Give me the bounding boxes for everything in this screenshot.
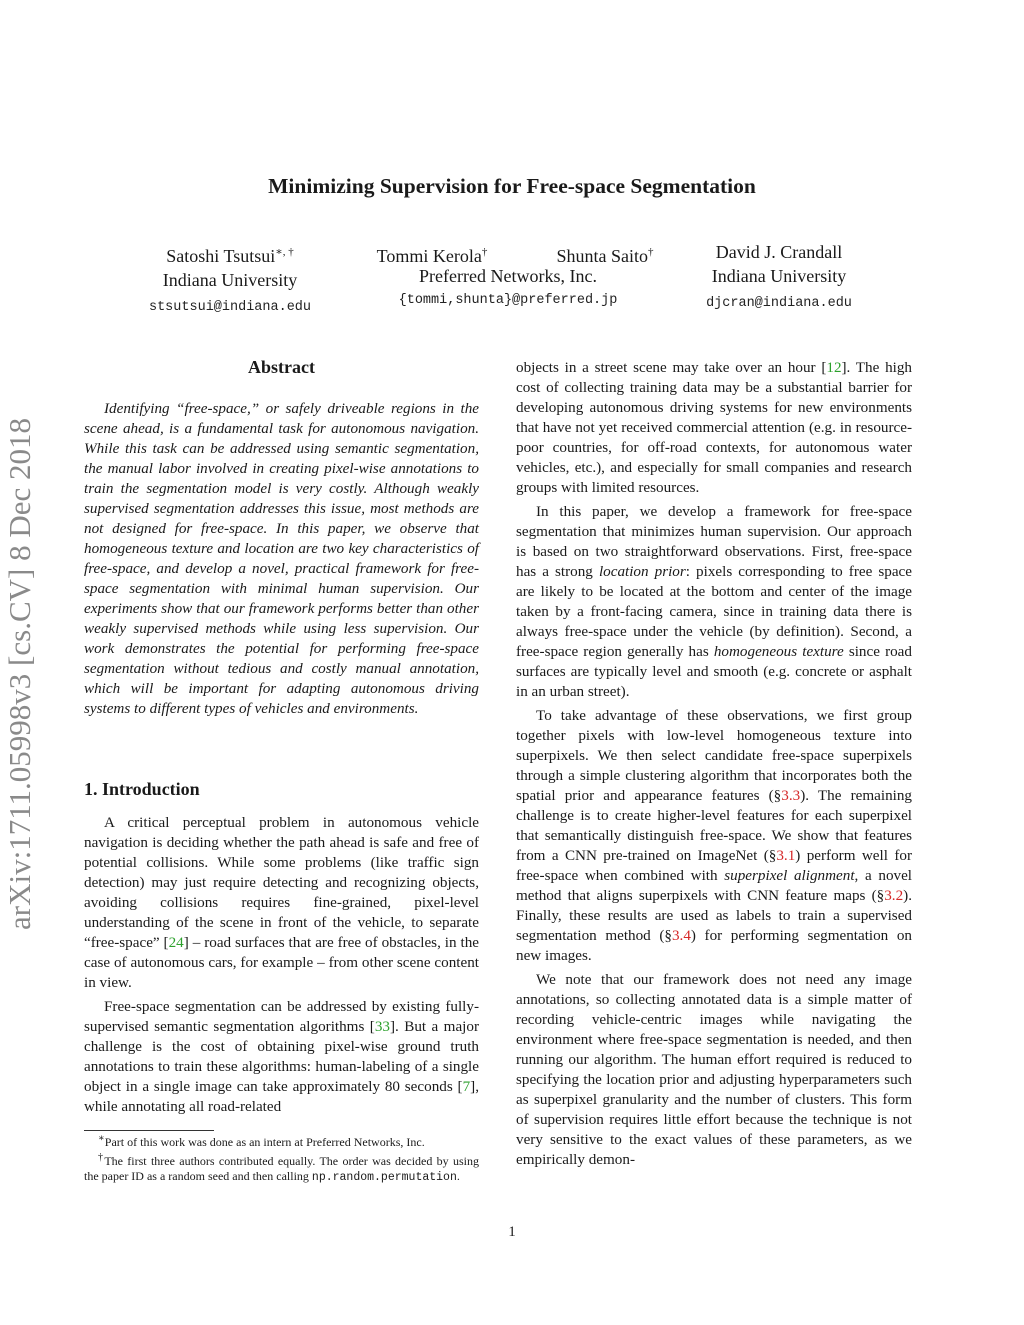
footnotes (84, 1131, 479, 1185)
intro-left-column (84, 813, 479, 1117)
author-name: David J. Crandall (715, 242, 843, 262)
abstract-text (84, 399, 479, 719)
citation-link[interactable]: 12 (826, 359, 842, 376)
citation-link[interactable]: 7 (462, 1078, 471, 1095)
author-name-kerola: Tommi Kerola† (376, 246, 488, 266)
right-paragraph-3: To take advantage of these observations, we first group together pixels with low-level homogeneous texture into superpixels. We then select candidate free-space superpixels through a simple clustering algorithm that incorporates both the spatial prior and appearance features (§3.3). The remaining challenge is to create higher-level features for each superpixel that semantically distinguish free-space. We show that features from a CNN pre-trained on ImageNet (§3.1) perform well for free-space when combined with superpixel alignment, a novel method that aligns superpixels with CNN feature maps (§3.2). Finally, these results are used as labels to train a supervised segmentation method (§3.4) for performing segmentation on new images. (516, 707, 913, 964)
right-paragraph-2: In this paper, we develop a framework for free-space segmentation that minimizes human supervision. Our approach is based on two straightforward observations. First, free-space has a strong location prior: pixels corresponding to free space are likely to be located at the bottom and center of the image taken by a front-facing camera, since in training data there is always free-space under the vehicle (by definition). Second, a free-space region generally has homogeneous texture since road surfaces are typically level and smooth (e.g. concrete or asphalt in an urban street). (516, 503, 912, 700)
author-email-pfn[interactable]: {tommi,shunta}@preferred.jp (398, 293, 618, 308)
footnote-1: ∗Part of this work was done as an intern at Preferred Networks, Inc. (98, 1133, 425, 1149)
intro-paragraph-2: Free-space segmentation can be addressed by existing fully-supervised semantic segmentation algorithms [33]. But a major challenge is the cost of obtaining pixel-wise ground truth annotations to train these algorithms: human-labeling of a single object in a single image can take approximately 80 seconds [7], while annotating all road-related (84, 998, 479, 1115)
author-email[interactable]: stsutsui@indiana.edu (148, 300, 312, 315)
section-ref-link[interactable]: 3.4 (671, 927, 691, 944)
author-email[interactable]: djcran@indiana.edu (706, 296, 852, 311)
paper-title: Minimizing Supervision for Free-space Segmentation (268, 174, 756, 198)
citation-link[interactable]: 24 (168, 934, 184, 951)
author-block-crandall (684, 240, 874, 316)
author-marks: ∗, † (275, 246, 294, 258)
abstract-paragraph: Identifying “free-space,” or safely driveable regions in the scene ahead, is a fundamental task for autonomous navigation. While this task can be addressed using semantic segmentation, the manual labor involved in creating pixel-wise annotations to train the segmentation model is very costly. Although weakly supervised segmentation addresses this issue, most methods are not designed for free-space. In this paper, we observe that homogeneous texture and location are two key characteristics of free-space, and develop a novel, practical framework for free-space segmentation with minimal human supervision. Our experiments show that our framework performs better than other weakly supervised methods while using less supervision. Our work demonstrates the potential for performing free-space segmentation without tedious and costly manual annotation, which will be important for adapting autonomous driving systems to different types of vehicles and environments. (84, 400, 479, 717)
author-name: Satoshi Tsutsui (166, 246, 276, 266)
intro-paragraph-1: A critical perceptual problem in autonomous vehicle navigation is deciding whether the path ahead is safe and free of potential collisions. While some problems (like traffic sign detection) may just require detecting and recognizing objects, avoiding collisions requires fine-grained, pixel-level understanding of the scene in front of the vehicle, to separate “free-space” [24] – road surfaces that are free of obstacles, in the case of autonomous cars, for example – from other scene content in view. (84, 814, 479, 991)
author-affiliation-pfn: Preferred Networks, Inc. (419, 266, 597, 286)
abstract-heading: Abstract (248, 357, 315, 377)
page-number: 1 (508, 1224, 516, 1240)
author-affiliation: Indiana University (711, 266, 847, 286)
section-ref-link[interactable]: 3.1 (776, 847, 796, 864)
citation-link[interactable]: 33 (374, 1018, 390, 1035)
right-paragraph-1: objects in a street scene may take over an hour [12]. The high cost of collecting training data may be a substantial barrier for developing autonomous driving systems for new environments that have not yet received commercial attention (e.g. in resource-poor countries, for off-road contexts, for autonomous water vehicles, etc.), and especially for small companies and research groups with limited resources. (516, 359, 912, 496)
author-block-tsutsui (130, 240, 330, 320)
section-ref-link[interactable]: 3.3 (781, 787, 801, 804)
right-paragraph-4: We note that our framework does not need any image annotations, so collecting annotated data is a simple matter of recording vehicle-centric images while navigating the environment where free-space segmentation is needed, and then running our algorithm. The human effort required is reduced to specifying the location prior and adjusting hyperparameters such as superpixel granularity and the number of clusters. This form of supervision requires little effort because the technique is not very sensitive to the exact values of these parameters, as we empirically demon- (516, 971, 912, 1168)
section-ref-link[interactable]: 3.2 (884, 887, 904, 904)
author-affiliation: Indiana University (162, 270, 298, 290)
section-heading-introduction: 1. Introduction (84, 779, 200, 799)
arxiv-stamp: arXiv:1711.05998v3 [cs.CV] 8 Dec 2018 (2, 418, 37, 930)
footnote-2: †The first three authors contributed equally. The order was decided by using the paper ID as a random seed and then calling np.random.permutation. (84, 1152, 480, 1184)
intro-right-column (516, 358, 912, 1170)
author-name-saito: Shunta Saito† (556, 246, 654, 266)
